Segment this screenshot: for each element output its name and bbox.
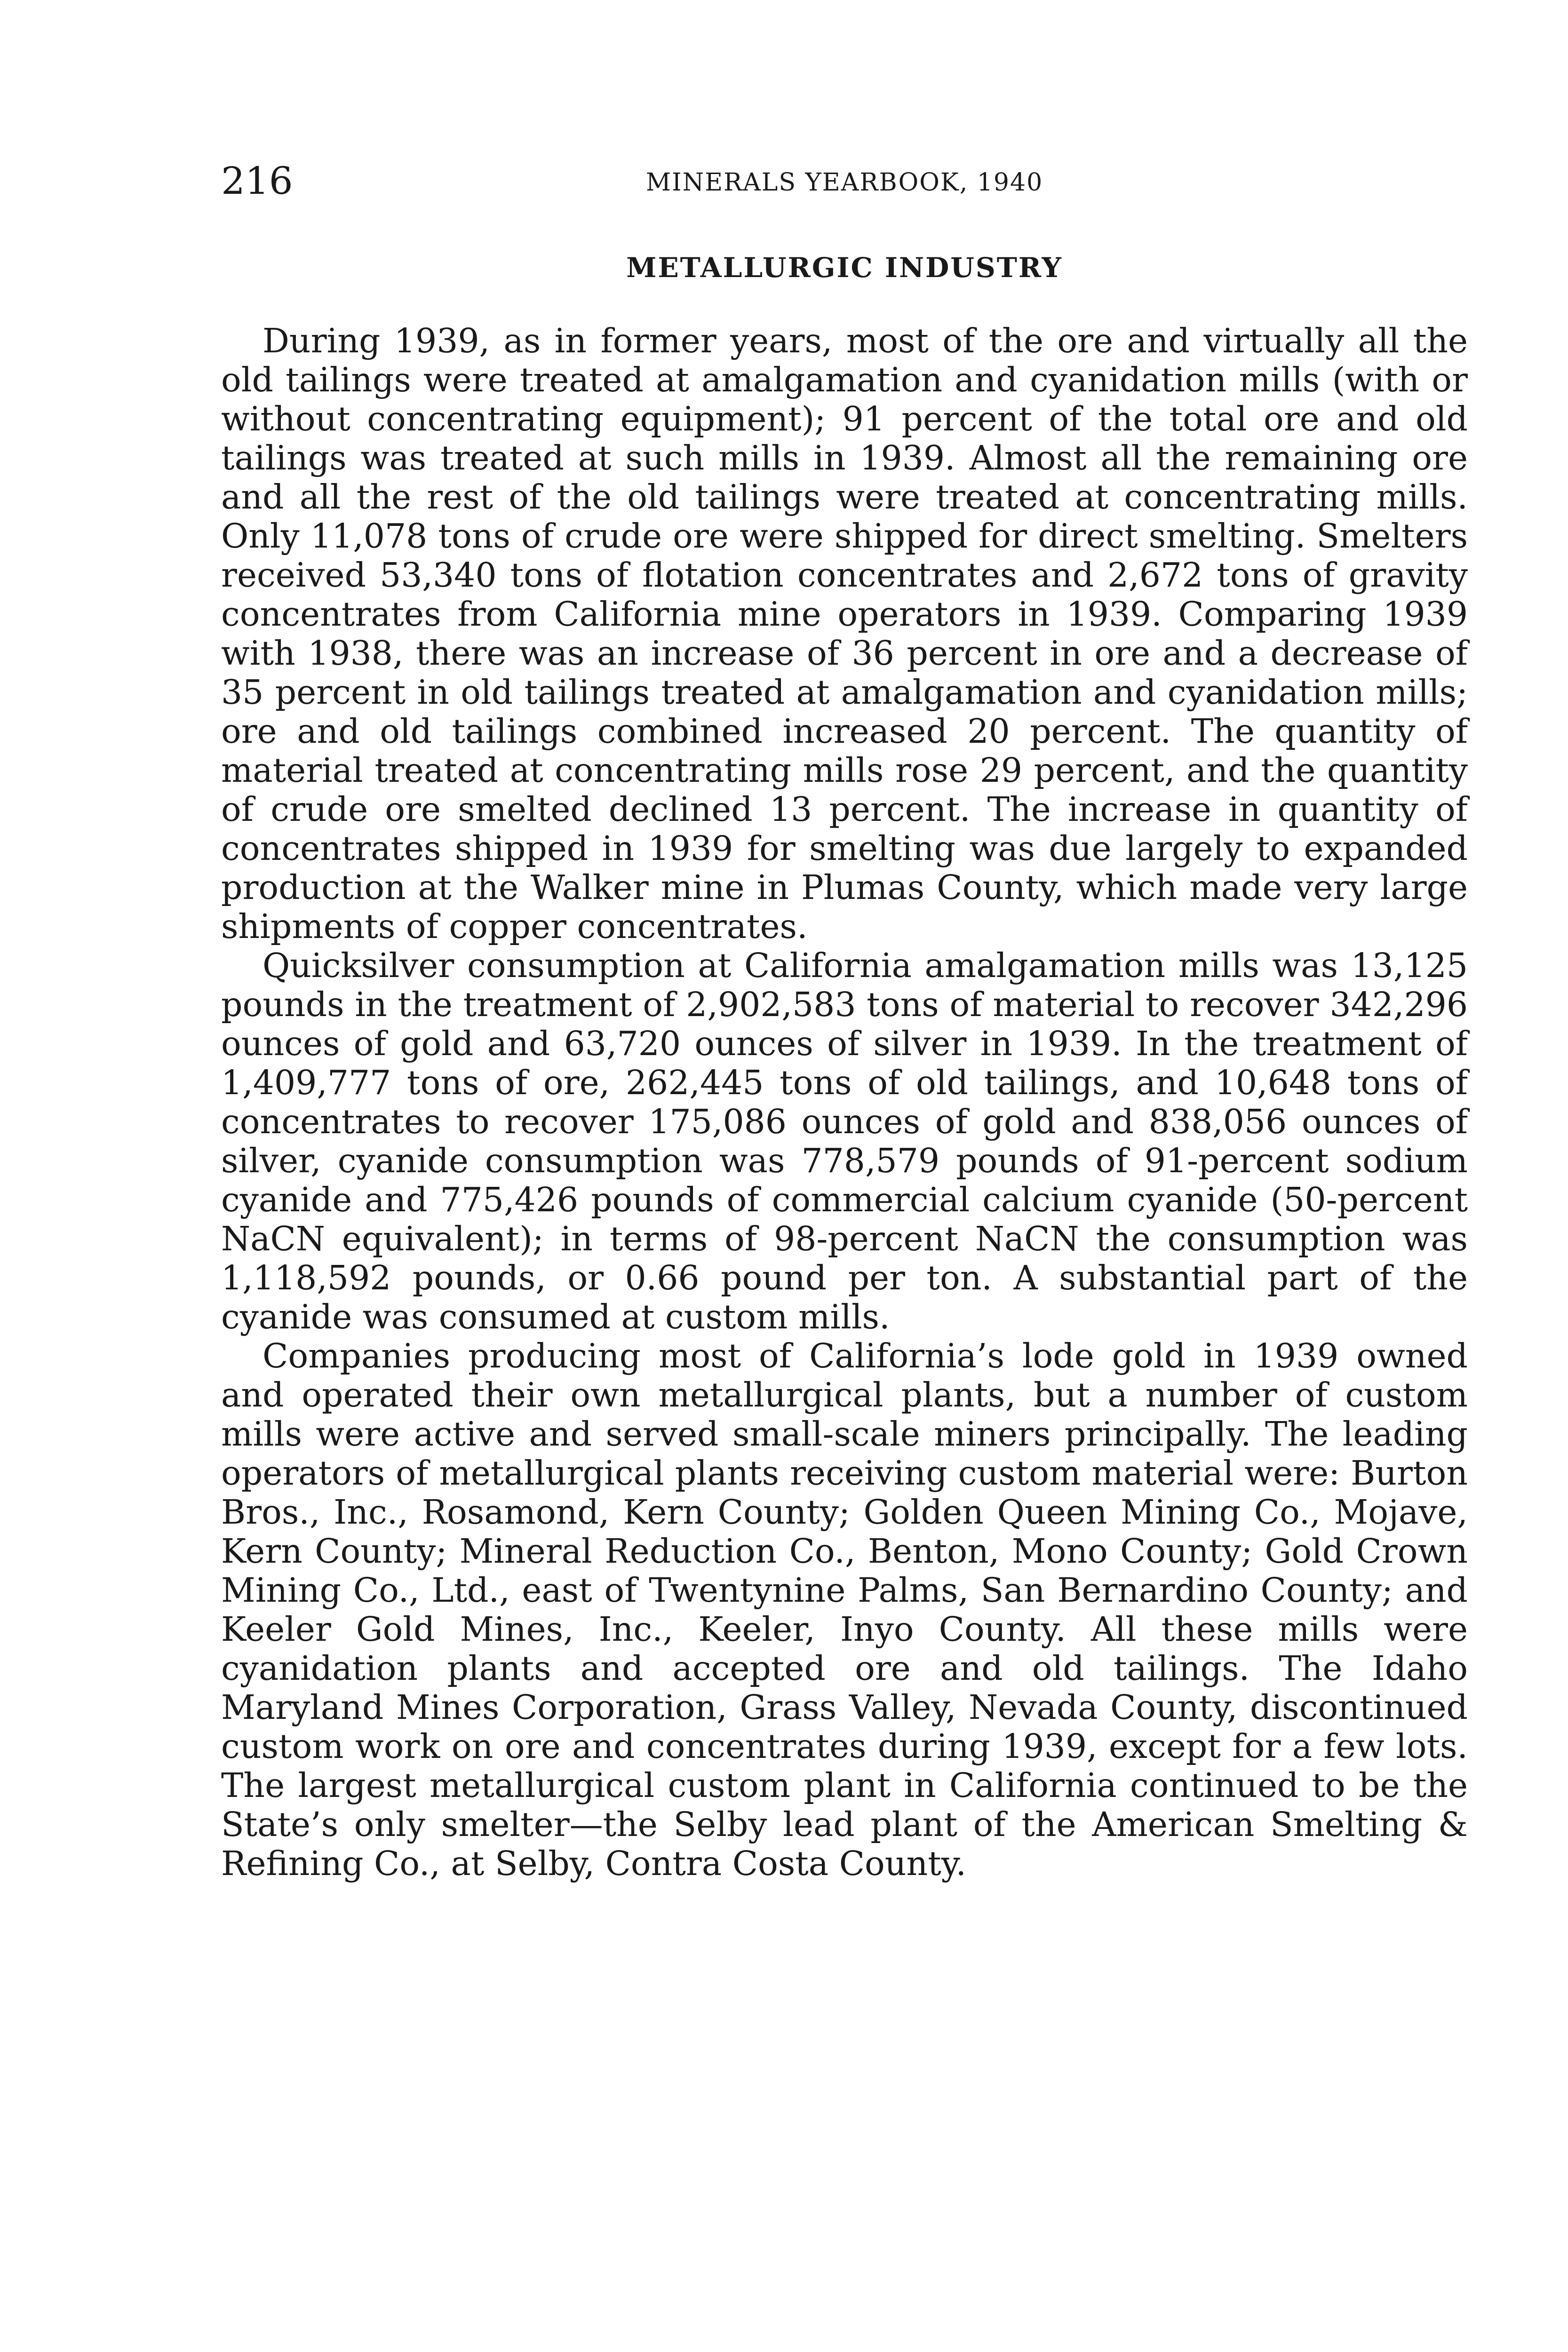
running-title: MINERALS YEARBOOK, 1940 bbox=[645, 168, 1043, 197]
paragraph-2: Quicksilver consumption at California amalgamation mills was 13,125 pounds in the treatment of 2,902,583 tons of material to recover 342,296 ounces of gold and 63,720 ounces of silver in 1939. In the treatment of 1,409,777 tons of ore, 262,445 tons of old tailings, and 10,648 tons of concentrates to recover 175,086 ounces of gold and 838,056 ounces of silver, cyanide consumption was 778,579 pounds of 91-percent sodium cyanide and 775,426 pounds of commercial calcium cyanide (50-percent NaCN equivalent); in terms of 98-percent NaCN the consumption was 1,118,592 pounds, or 0.66 pound per ton. A substantial part of the cyanide was consumed at custom mills. bbox=[221, 946, 1468, 1336]
running-header bbox=[221, 155, 1468, 207]
document-page bbox=[221, 155, 1468, 1883]
paragraph-1: During 1939, as in former years, most of the ore and virtually all the old tailings were treated at amalgamation and cyanidation mills (with or without concentrating equipment); 91 percent of the total ore and old tailings was treated at such mills in 1939. Almost all the remaining ore and all the rest of the old tailings were treated at concentrating mills. Only 11,078 tons of crude ore were shipped for direct smelting. Smelters received 53,340 tons of flotation concentrates and 2,672 tons of gravity concentrates from California mine operators in 1939. Comparing 1939 with 1938, there was an increase of 36 percent in ore and a decrease of 35 percent in old tailings treated at amalgamation and cyanidation mills; ore and old tailings combined increased 20 percent. The quantity of material treated at concentrating mills rose 29 percent, and the quantity of crude ore smelted declined 13 percent. The increase in quantity of concentrates shipped in 1939 for smelting was due largely to expanded production at the Walker mine in Plumas County, which made very large shipments of copper concentrates. bbox=[221, 321, 1468, 946]
paragraph-3: Companies producing most of California’s lode gold in 1939 owned and operated their own metallurgical plants, but a number of custom mills were active and served small-scale miners principally. The leading operators of metallurgical plants receiving custom material were: Burton Bros., Inc., Rosamond, Kern County; Golden Queen Mining Co., Mojave, Kern County; Mineral Reduction Co., Benton, Mono County; Gold Crown Mining Co., Ltd., east of Twentynine Palms, San Bernardino County; and Keeler Gold Mines, Inc., Keeler, Inyo County. All these mills were cyanidation plants and accepted ore and old tailings. The Idaho Maryland Mines Corporation, Grass Valley, Nevada County, discontinued custom work on ore and concentrates during 1939, except for a few lots. The largest metallurgical custom plant in California continued to be the State’s only smelter—the Selby lead plant of the American Smelting & Refining Co., at Selby, Contra Costa County. bbox=[221, 1336, 1468, 1883]
body-text bbox=[221, 321, 1468, 1883]
page-number: 216 bbox=[221, 159, 293, 203]
section-heading: METALLURGIC INDUSTRY bbox=[626, 252, 1063, 284]
